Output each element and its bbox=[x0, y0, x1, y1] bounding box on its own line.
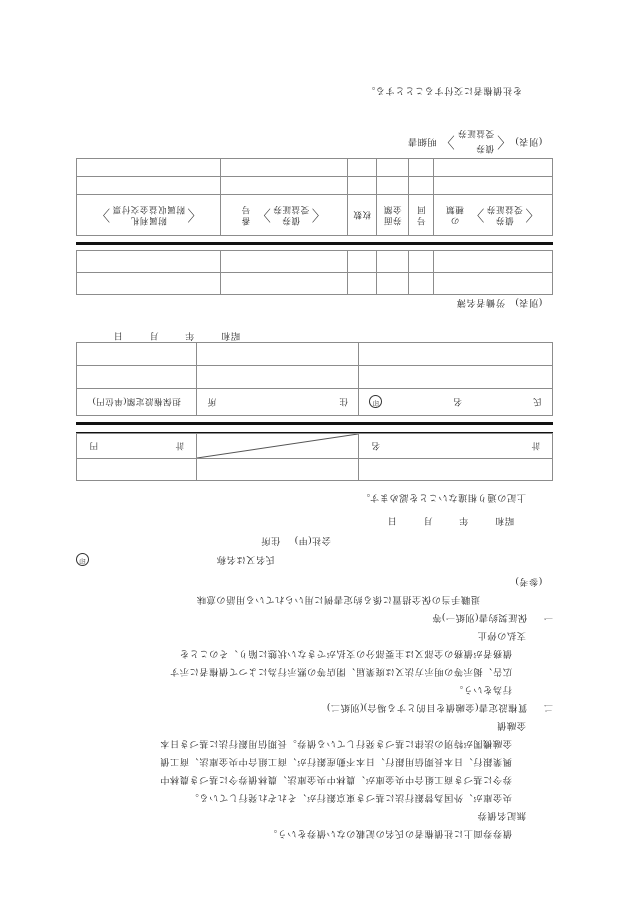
cell-bond-number bbox=[221, 273, 348, 295]
cell-coupon bbox=[77, 251, 221, 273]
table-row bbox=[77, 159, 553, 177]
form1-caption-bracket-bottom: 受益証券 bbox=[457, 129, 495, 140]
cell-bond-type bbox=[434, 159, 553, 177]
header-count: 枚数 bbox=[352, 210, 372, 221]
diagonal-strike-icon bbox=[197, 434, 358, 458]
cell-sheet-count bbox=[348, 159, 377, 177]
cell-issue-no bbox=[409, 251, 434, 273]
sign-date-era: 昭和 bbox=[494, 516, 514, 526]
header-issue-no-top: 号 bbox=[416, 216, 426, 226]
form2-date-line bbox=[113, 328, 240, 343]
cell-bond-number bbox=[221, 159, 348, 177]
header-cell-bond-type bbox=[434, 195, 553, 236]
sign-date-year: 年 bbox=[458, 516, 469, 526]
sign-date-day: 日 bbox=[387, 516, 397, 526]
header-income-voucher: 附属収益金交付票 bbox=[112, 205, 185, 215]
cell-struck-through bbox=[197, 434, 359, 459]
cell-pledge-amount bbox=[77, 366, 197, 389]
reference-label: (参考) bbox=[515, 577, 542, 587]
seal-icon: 印 bbox=[76, 553, 89, 566]
form2-caption-title: 労働者名簿 bbox=[456, 298, 506, 308]
section-1-line-2: 広告、掲示等の明示方法又は廃業届、閉店等の黙示行為によつて債権者に示す bbox=[169, 667, 512, 677]
separator-bar bbox=[76, 422, 553, 425]
header-coupon: 附属利札 bbox=[130, 216, 167, 226]
header-address-right: 所 bbox=[207, 397, 217, 407]
date-year: 年 bbox=[184, 331, 195, 341]
section-2-term: 金融債 bbox=[496, 721, 526, 731]
section-2-heading bbox=[327, 700, 553, 715]
bracket-close-icon: 〉 bbox=[94, 206, 111, 225]
date-month: 月 bbox=[148, 331, 159, 341]
cell-face-amount bbox=[377, 159, 409, 177]
cell-face-amount bbox=[377, 177, 409, 195]
header-name-right: 名 bbox=[452, 397, 462, 407]
cell-coupon bbox=[77, 159, 221, 177]
cell-issue-no bbox=[409, 159, 434, 177]
form1-caption-prefix: (別表) bbox=[515, 136, 542, 147]
section-1-term: 支払の停止 bbox=[477, 631, 526, 641]
table-row-totals bbox=[77, 434, 553, 459]
header-address-left: 住 bbox=[338, 397, 348, 407]
header-bond: 債券 bbox=[495, 216, 514, 226]
section-2-term-2-line-1: 債券券面上に社債権者の氏名の記載のない債券をいう。 bbox=[267, 829, 512, 839]
header-beneficiary: 受益証券 bbox=[486, 205, 523, 215]
header-pledge-amount: 担保権設定額(単位円) bbox=[92, 397, 181, 407]
section-2-title: 質権設定書(金融債を目的とする場合)(別紙二) bbox=[326, 703, 528, 713]
bracket-close-icon: 〉 bbox=[468, 206, 485, 225]
cell-bond-type bbox=[434, 177, 553, 195]
section-2-line-2: 興業銀行、日本長期信用銀行、日本不動産銀行が、商工組合中央金庫法、商工債 bbox=[159, 757, 512, 767]
table-row bbox=[77, 177, 553, 195]
form1-caption bbox=[407, 127, 542, 156]
reference-title: 退職手当の保全措置に係る約定書例に用いられている用語の意味 bbox=[196, 595, 480, 605]
header-cell-issue-no bbox=[409, 195, 434, 236]
cell-total-address-blank bbox=[197, 459, 359, 481]
cell-address bbox=[197, 366, 359, 389]
bracket-open-icon: 〈 bbox=[186, 206, 203, 225]
cell-name bbox=[359, 366, 553, 389]
cell-coupon bbox=[77, 177, 221, 195]
confirmation-text: 上記の通り相違ないことを認めます。 bbox=[360, 493, 526, 503]
table-header-row bbox=[77, 195, 553, 236]
top-fragment-line: を社債権者に交付することとする。 bbox=[365, 86, 522, 96]
cell-issue-no bbox=[409, 177, 434, 195]
form2-caption-prefix: (別表) bbox=[515, 298, 542, 308]
cell-face-amount bbox=[377, 273, 409, 295]
cell-issue-no bbox=[409, 273, 434, 295]
bracket-close-icon: 〉 bbox=[439, 132, 455, 151]
header-number-bottom: 号 bbox=[241, 205, 251, 215]
bracket-open-icon: 〈 bbox=[497, 132, 513, 151]
section-2-line-3: 券令に基づき商工組合中央金庫が、農林中央金庫法、農林債券令に基づき農林中 bbox=[159, 775, 512, 785]
total-count-label: 計 bbox=[530, 441, 540, 451]
totals-table bbox=[76, 433, 553, 481]
cell-total-name-blank bbox=[359, 459, 553, 481]
header-cell-bond-number bbox=[221, 195, 348, 236]
cell-bond-number bbox=[221, 251, 348, 273]
header-no-particle: の bbox=[450, 216, 460, 226]
form1-caption-bracket-top: 債券 bbox=[475, 144, 495, 154]
total-amount-label: 計 bbox=[174, 441, 184, 451]
header-face-bottom: 金額 bbox=[383, 205, 402, 215]
cell-sheet-count bbox=[348, 251, 377, 273]
header-number-top: 番 bbox=[241, 216, 251, 226]
cell-sheet-count bbox=[348, 177, 377, 195]
form2-caption bbox=[456, 295, 542, 310]
cell-bond-number bbox=[221, 177, 348, 195]
bracket-open-icon: 〈 bbox=[524, 206, 541, 225]
section-2-line-4: 央金庫が、外国為替銀行法に基づき東京銀行が、それぞれ発行している。 bbox=[189, 793, 512, 803]
signature-company-line bbox=[261, 533, 331, 548]
header-cell-name bbox=[359, 389, 553, 416]
section-2-term-2: 無記名債券 bbox=[477, 811, 526, 821]
section-1-line-3: 行為をいう。 bbox=[453, 685, 512, 695]
section-1-heading bbox=[432, 610, 553, 625]
header-beneficiary2: 受益証券 bbox=[272, 205, 310, 215]
cell-total-count bbox=[359, 434, 553, 459]
company-name-label: 氏名又は名称 bbox=[216, 555, 275, 565]
header-issue-no-bottom: 回 bbox=[416, 205, 426, 215]
total-count-unit: 名 bbox=[371, 441, 381, 451]
header-cell-sheet-count bbox=[348, 195, 377, 236]
bracket-close-icon: 〉 bbox=[255, 206, 271, 225]
cell-coupon bbox=[77, 273, 221, 295]
bracket-open-icon: 〈 bbox=[311, 206, 327, 225]
signature-date-line bbox=[387, 513, 514, 528]
worker-register-table bbox=[76, 342, 553, 416]
sign-date-month: 月 bbox=[422, 516, 433, 526]
header-name-left: 氏 bbox=[532, 397, 542, 407]
company-address-label: 住所 bbox=[260, 536, 281, 546]
cell-total-amount bbox=[77, 434, 197, 459]
signature-name-line bbox=[76, 552, 275, 567]
form1-caption-suffix: 明細書 bbox=[407, 136, 437, 147]
table-row bbox=[77, 273, 553, 295]
header-cell-address bbox=[197, 389, 359, 416]
header-cell-pledge-amount bbox=[77, 389, 197, 416]
cell-face-amount bbox=[377, 251, 409, 273]
header-cell-coupon bbox=[77, 195, 221, 236]
cell-bond-type bbox=[434, 273, 553, 295]
cell-name bbox=[359, 343, 553, 366]
seal-icon: 印 bbox=[369, 396, 382, 409]
bond-detail-table bbox=[76, 158, 553, 236]
cell-pledge-amount bbox=[77, 343, 197, 366]
separator-bar bbox=[76, 242, 553, 245]
section-1-line-1: 債務者が債務の全部又は主要部分の支払ができない状態に陥り、そのことを bbox=[179, 649, 512, 659]
table-row bbox=[77, 251, 553, 273]
bond-detail-table-continued bbox=[76, 250, 553, 295]
header-face-top: 券面 bbox=[383, 216, 402, 226]
section-2-number: 二 bbox=[543, 703, 553, 713]
header-cell-face-amount bbox=[377, 195, 409, 236]
cell-sheet-count bbox=[348, 273, 377, 295]
date-day: 日 bbox=[113, 331, 123, 341]
cell-bond-type bbox=[434, 251, 553, 273]
section-1-title: 保証契約書(別紙一)等 bbox=[431, 613, 528, 623]
company-label: 会社(甲) bbox=[294, 536, 331, 546]
cell-total-amount-blank bbox=[77, 459, 197, 481]
table-header-row bbox=[77, 389, 553, 416]
total-amount-unit: 円 bbox=[89, 441, 99, 451]
section-2-line-1: 金融機関が特別の法律に基づき発行している債券。長期信用銀行法に基づき日本 bbox=[159, 739, 512, 749]
header-bond2: 債券 bbox=[281, 216, 301, 226]
header-kind: 種類 bbox=[445, 205, 464, 215]
date-era: 昭和 bbox=[220, 331, 240, 341]
table-row bbox=[77, 343, 553, 366]
table-row bbox=[77, 459, 553, 481]
table-row bbox=[77, 366, 553, 389]
section-1-number: 一 bbox=[543, 613, 553, 623]
cell-address bbox=[197, 343, 359, 366]
